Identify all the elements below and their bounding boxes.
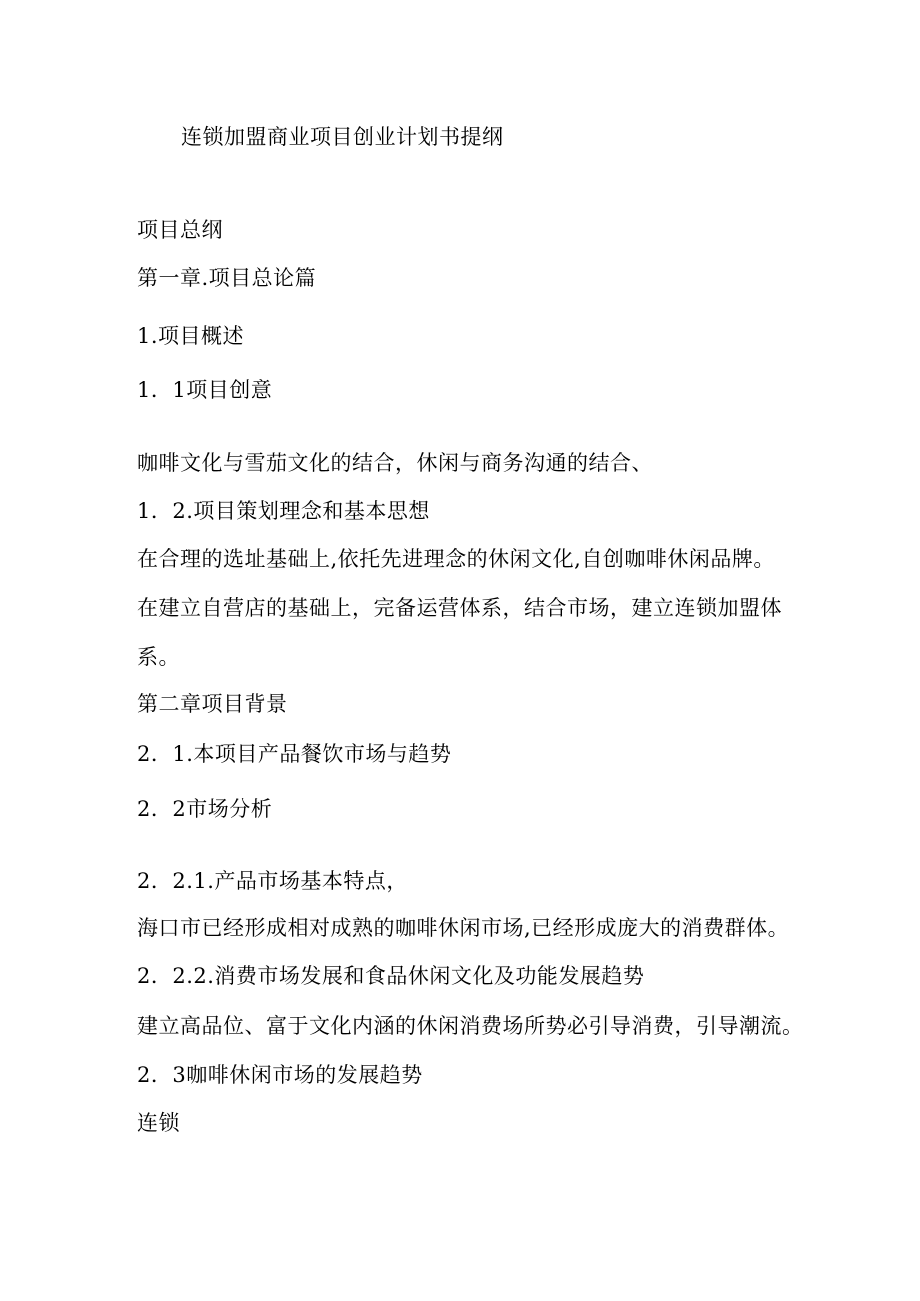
chapter-heading-1: 第一章.项目总论篇 (137, 266, 317, 290)
paragraph-market-features: 海口市已经形成相对成熟的咖啡休闲市场,已经形成庞大的消费群体。 (137, 916, 790, 940)
subheading-market-analysis: 2．2市场分析 (137, 797, 273, 821)
subheading-market-features: 2．2.1.产品市场基本特点， (137, 869, 408, 893)
paragraph-planning-2: 在建立自营店的基础上，完备运营体系，结合市场，建立连锁加盟体 (137, 596, 782, 620)
subheading-project-idea: 1．1项目创意 (137, 378, 273, 402)
chapter-heading-2: 第二章项目背景 (137, 692, 288, 716)
paragraph-project-idea: 咖啡文化与雪茄文化的结合，休闲与商务沟通的结合、 (137, 451, 653, 475)
subheading-coffee-market-trend: 2．3咖啡休闲市场的发展趋势 (137, 1063, 423, 1087)
paragraph-chain: 连锁 (137, 1111, 180, 1135)
subheading-project-overview: 1.项目概述 (137, 324, 245, 348)
subheading-market-trend: 2．1.本项目产品餐饮市场与趋势 (137, 742, 452, 766)
subheading-consumption-trend: 2．2.2.消费市场发展和食品休闲文化及功能发展趋势 (137, 964, 645, 988)
subheading-planning-concept: 1．2.项目策划理念和基本思想 (137, 499, 430, 523)
paragraph-planning-3: 系。 (137, 645, 180, 669)
section-heading-outline: 项目总纲 (137, 218, 223, 242)
document-title: 连锁加盟商业项目创业计划书提纲 (181, 125, 504, 149)
paragraph-planning-1: 在合理的选址基础上,依托先进理念的休闲文化,自创咖啡休闲品牌。 (137, 547, 775, 571)
paragraph-consumption-trend: 建立高品位、富于文化内涵的休闲消费场所势必引导消费，引导潮流。 (137, 1014, 804, 1038)
